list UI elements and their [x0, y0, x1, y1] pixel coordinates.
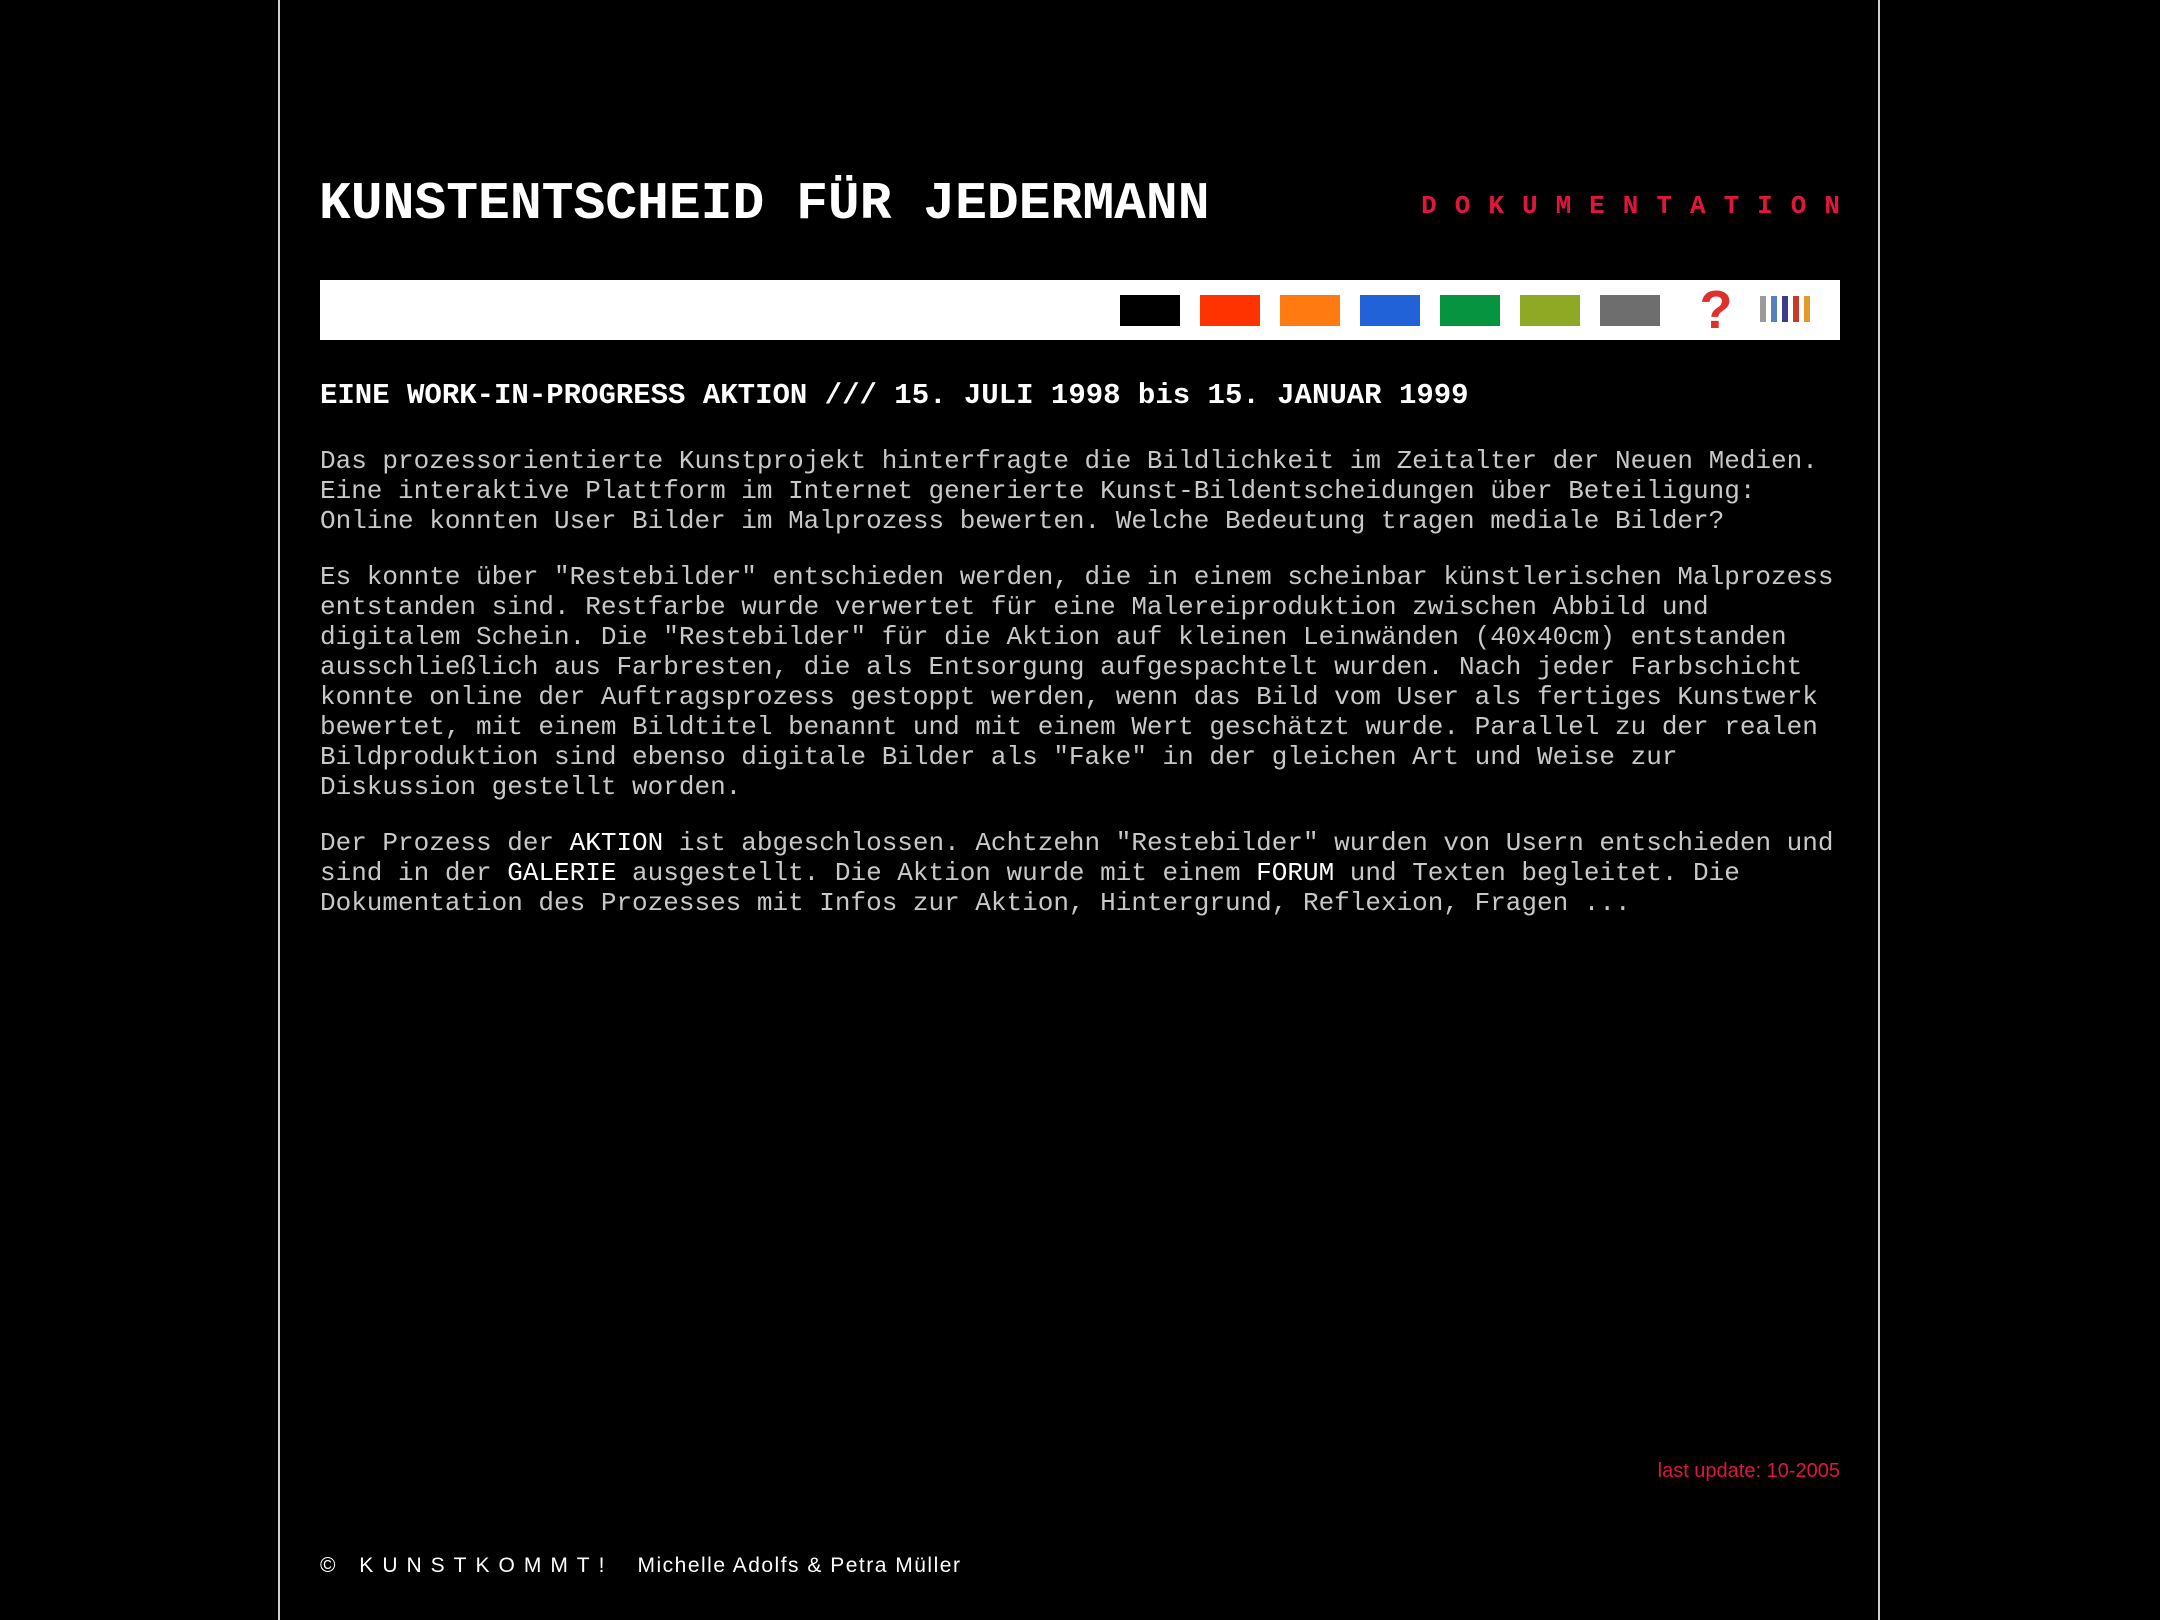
main-text	[320, 446, 1842, 944]
nav-swatch-olive[interactable]	[1520, 295, 1580, 326]
text-segment: ausgestellt. Die Aktion wurde mit einem	[616, 858, 1257, 888]
paragraph-status	[320, 828, 1842, 918]
paragraph-restebilder: Es konnte über "Restebilder" entschieden werden, die in einem scheinbar künstlerischen Malprozess entstanden sind. Restfarbe wurde verwertet für eine Malereiproduktion zwischen Abbild und digitalem Schein. Die "Restebilder" für die Aktion auf kleinen Leinwänden (40x40cm) entstanden ausschließlich aus Farbresten, die als Entsorgung aufgespachtelt wurden. Nach jeder Farbschicht konnte online der Auftragsprozess gestoppt werden, wenn das Bild vom User als fertiges Kunstwerk bewertet, mit einem Bildtitel benannt und mit einem Wert geschätzt wurde. Parallel zu der realen Bildproduktion sind ebenso digitale Bilder als "Fake" in der gleichen Art und Weise zur Diskussion gestellt worden.	[320, 562, 1834, 802]
project-subtitle: EINE WORK-IN-PROGRESS AKTION /// 15. JULI 1998 bis 15. JANUAR 1999	[320, 379, 1469, 412]
text-segment: ist abgeschlossen. Achtzehn "Restebilder" wurden von Usern entschieden und sind in der	[320, 828, 1834, 888]
footer-brand: © KUNSTKOMMT!	[320, 1554, 614, 1577]
nav-swatch-blue[interactable]	[1360, 295, 1420, 326]
stripe-2	[1771, 296, 1777, 322]
nav-swatch-red[interactable]	[1200, 295, 1260, 326]
question-mark-icon[interactable]: ?	[1699, 280, 1733, 340]
nav-swatch-green[interactable]	[1440, 295, 1500, 326]
footer-authors: Michelle Adolfs & Petra Müller	[637, 1554, 962, 1577]
footer	[320, 1554, 961, 1578]
navigation-bar	[320, 280, 1840, 340]
nav-swatch-black[interactable]	[1120, 295, 1180, 326]
stripe-1	[1760, 296, 1766, 322]
link-galerie[interactable]: GALERIE	[507, 858, 617, 888]
stripe-5	[1804, 296, 1810, 322]
nav-swatch-gray[interactable]	[1600, 295, 1660, 326]
last-update-text: last update: 10-2005	[1657, 1460, 1840, 1482]
page-title: KUNSTENTSCHEID FÜR JEDERMANN	[319, 174, 1210, 234]
text-segment: Der Prozess der	[320, 828, 570, 858]
stripe-4	[1793, 296, 1799, 322]
section-label-dokumentation: DOKUMENTATION	[1421, 191, 1858, 221]
nav-swatch-orange[interactable]	[1280, 295, 1340, 326]
paragraph-intro: Das prozessorientierte Kunstprojekt hinterfragte die Bildlichkeit im Zeitalter der Neuen Medien. Eine interaktive Plattform im Internet generierte Kunst-Bildentscheidungen über Beteiligung: Online konnten User Bilder im Malprozess bewerten. Welche Bedeutung tragen mediale Bilder?	[320, 446, 1818, 536]
link-aktion[interactable]: AKTION	[569, 828, 664, 858]
text-segment: und Texten begleitet. Die Dokumentation des Prozesses mit Infos zur Aktion, Hintergrund, Reflexion, Fragen ...	[320, 858, 1740, 918]
stripe-3	[1782, 296, 1788, 322]
color-stripes-icon[interactable]	[1760, 296, 1820, 326]
link-forum[interactable]: FORUM	[1256, 858, 1335, 888]
